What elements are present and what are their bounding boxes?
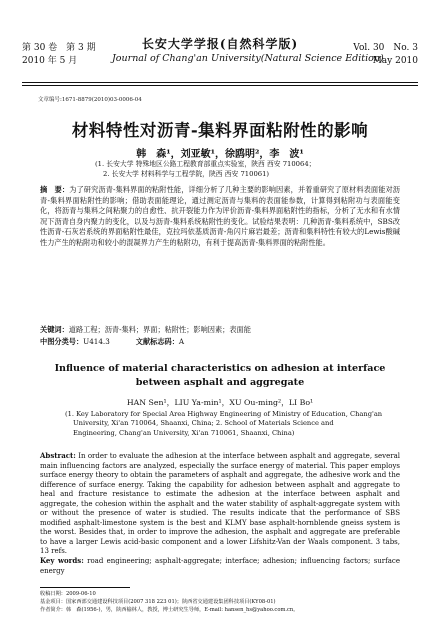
affiliation-line: University, Xi'an 710064, Shaanxi, China; 2. School of Materials Science and bbox=[73, 419, 334, 428]
authors-en: HAN Sen¹，LIU Ya-min¹，XU Ou-ming²，LI Bo¹ bbox=[126, 398, 314, 407]
volume-issue-en bbox=[353, 42, 418, 68]
date-line: May 2010 bbox=[372, 56, 418, 66]
keywords-cn-text: 道路工程；沥青-集料；界面；粘附性；影响因素；表面能 bbox=[68, 325, 251, 334]
affiliation-line: 2. 长安大学 材料科学与工程学院，陕西 西安 710061) bbox=[103, 170, 270, 178]
title-en: Influence of material characteristics on adhesion at interface between asphalt and aggregate bbox=[54, 363, 386, 388]
journal-header bbox=[22, 36, 418, 80]
classification-cn bbox=[40, 337, 400, 347]
volume-issue-line: Vol. 30 No. 3 bbox=[353, 43, 418, 53]
affiliations-en bbox=[65, 410, 385, 438]
keywords-en-text: road engineering; asphalt-aggregate; interface; adhesion; influencing factors; surface energy bbox=[40, 557, 400, 575]
date-line: 2010 年 5 月 bbox=[22, 56, 78, 66]
article-number: 文章编号:1671-8879(2010)03-0006-04 bbox=[38, 97, 142, 103]
footnote-rule bbox=[40, 587, 130, 588]
doc-code: A bbox=[178, 337, 185, 346]
header-rule-thin bbox=[22, 85, 418, 86]
abstract-cn-label: 摘 要： bbox=[40, 185, 70, 194]
affiliation-line: (1. Key Laboratory for Special Area Highway Engineering of Ministry of Education, Chang'an bbox=[65, 410, 383, 418]
affiliation-line: Engineering, Chang'an University, Xi'an 710061, Shaanxi, China) bbox=[73, 428, 295, 437]
volume-issue-cn bbox=[22, 42, 96, 68]
keywords-cn-label: 关键词： bbox=[40, 325, 69, 334]
abstract-en bbox=[40, 451, 400, 557]
journal-name-cn: 长安大学学报(自然科学版) bbox=[141, 37, 299, 51]
authors-cn: 韩 森¹，刘亚敏¹，徐鸥明²，李 波¹ bbox=[136, 149, 304, 160]
header-rule-thick bbox=[22, 82, 418, 83]
footnote-author: 作者简介：韩 森(1956-)，男，陕西榆林人，教授，博士研究生导师，E-mail: hansen_hs@yahoo.com.cn。 bbox=[40, 607, 299, 613]
journal-name bbox=[112, 36, 384, 65]
doc-code-label: 文献标志码： bbox=[135, 337, 179, 346]
abstract-en-text: In order to evaluate the adhesion at the interface between asphalt and aggregate, several main influencing factors are analyzed, especially the surface energy of material. This paper employs surface energy theory to obtain the parameters of asphalt and aggregate, the adhesive work and the difference of surface energy. Taking the capability for adhesion between asphalt and aggregate to heal and fracture resistance to estimate the adhesion at the interface between asphalt and aggregate, the cohesion within the asphalt and the water stability of asphalt-aggregate system with or without the presence of water is studied. The results indicate that the performance of SBS modified asphalt-limestone system is the best and KLMY base asphalt-hornblende gneiss system is the worst. Besides that, in order to improve the adhesion, the asphalt and aggregate are preferable to have a larger Lewis acid-basic component and a lower Lifshitz-Van der Waals component. 3 tabs, 13 refs. bbox=[40, 452, 400, 555]
keywords-en-label: Key words: bbox=[40, 556, 84, 565]
affiliations-cn bbox=[95, 159, 375, 179]
title-cn: 材料特性对沥青-集料界面粘附性的影响 bbox=[71, 121, 369, 140]
footnote-received: 收稿日期：2009-06-10 bbox=[40, 591, 96, 597]
journal-name-en: Journal of Chang'an University(Natural Science Edition) bbox=[112, 53, 384, 64]
footnotes bbox=[40, 590, 410, 614]
volume-issue-line: 第 30 卷 第 3 期 bbox=[22, 43, 96, 53]
keywords-cn bbox=[40, 325, 400, 335]
abstract-en-label: Abstract: bbox=[40, 451, 76, 460]
clc-label: 中图分类号： bbox=[40, 337, 84, 346]
keywords-en bbox=[40, 556, 400, 576]
abstract-cn bbox=[40, 185, 400, 249]
clc-number: U414.3 bbox=[83, 337, 110, 346]
affiliation-line: (1. 长安大学 特殊地区公路工程教育部重点实验室，陕西 西安 710064； bbox=[95, 160, 316, 168]
abstract-cn-text: 为了研究沥青-集料界面的粘附性能，详细分析了几种主要的影响因素，并着重研究了原材料表面能对沥青-集料界面粘附性的影响；借助表面能理论，通过测定沥青与集料的表面能参数，计算得到粘附功与表面能变化，将沥青与集料之间粘聚力的自愈性、抗开裂能力作为评价沥青-集料界面粘附性的指标，分析了无水和有水情况下沥青自身内聚力的变化，以及与沥青-集料系统粘附性的变化。试验结果表明：几种沥青-集料系统中，SBS改性沥青-石灰岩系统的界面粘附性最佳，克拉玛依基质沥青-角闪片麻岩最差；沥青和集料特性有较大的Lewis酸碱性力产生的粘附功和较小的混凝界力产生的粘附功，有利于提高沥青-集料界面的粘附性能。 bbox=[40, 185, 400, 247]
footnote-funding: 基金项目：国家西部交通建设科技项目(2007 318 223 01)；陕西省交通建设集团科技项目(KY08-01) bbox=[40, 599, 276, 605]
